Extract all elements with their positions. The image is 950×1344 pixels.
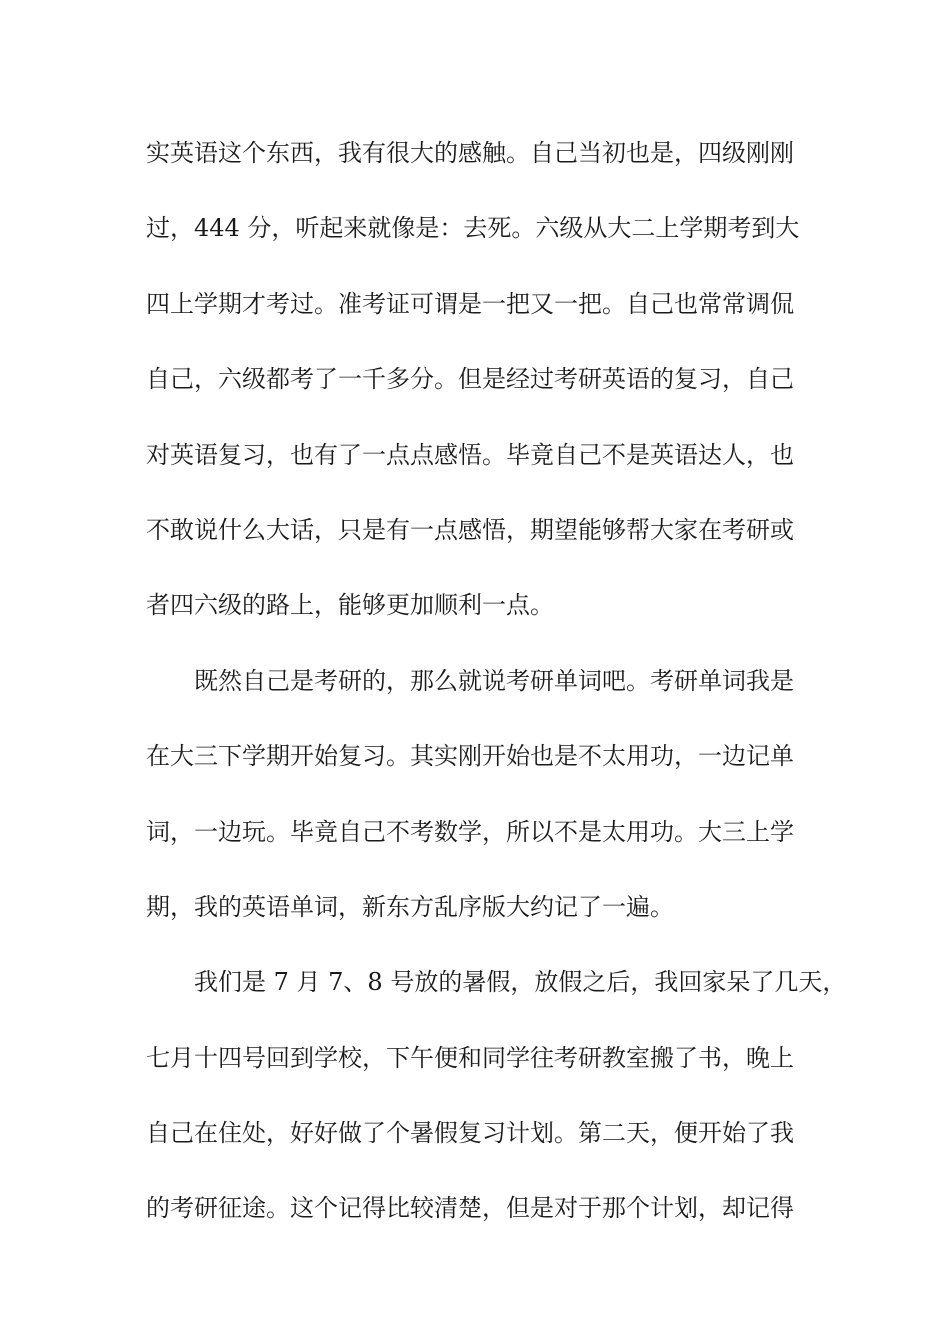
text-line: 者四六级的路上，能够更加顺利一点。 — [146, 591, 554, 620]
text-line: 对英语复习，也有了一点点感悟。毕竟自己不是英语达人，也 — [146, 440, 794, 469]
text-line: 自己，六级都考了一千多分。但是经过考研英语的复习，自己 — [146, 365, 794, 394]
text-line: 四上学期才考过。准考证可谓是一把又一把。自己也常常调侃 — [146, 289, 794, 318]
text-line: 实英语这个东西，我有很大的感触。自己当初也是，四级刚刚 — [146, 139, 794, 167]
text-line: 在大三下学期开始复习。其实刚开始也是不太用功，一边记单 — [146, 742, 794, 771]
text-line: 不敢说什么大话，只是有一点感悟，期望能够帮大家在考研或 — [146, 515, 794, 544]
text-line: 词，一边玩。毕竟自己不考数学，所以不是太用功。大三上学 — [146, 817, 794, 846]
text-line: 的考研征途。这个记得比较清楚，但是对于那个计划，却记得 — [146, 1194, 794, 1223]
body-text — [146, 133, 847, 1264]
paragraph-first-line: 我们是 7 月 7、8 号放的暑假，放假之后，我回家呆了几天， — [194, 968, 847, 997]
text-line: 过，444 分，听起来就像是：去死。六级从大二上学期考到大 — [146, 214, 800, 243]
text-line: 七月十四号回到学校，下午便和同学往考研教室搬了书，晚上 — [146, 1043, 794, 1072]
text-line: 自己在住处，好好做了个暑假复习计划。第二天，便开始了我 — [146, 1119, 794, 1148]
paragraph-first-line: 既然自己是考研的，那么就说考研单词吧。考研单词我是 — [194, 666, 794, 695]
text-line: 期，我的英语单词，新东方乱序版大约记了一遍。 — [146, 892, 674, 921]
